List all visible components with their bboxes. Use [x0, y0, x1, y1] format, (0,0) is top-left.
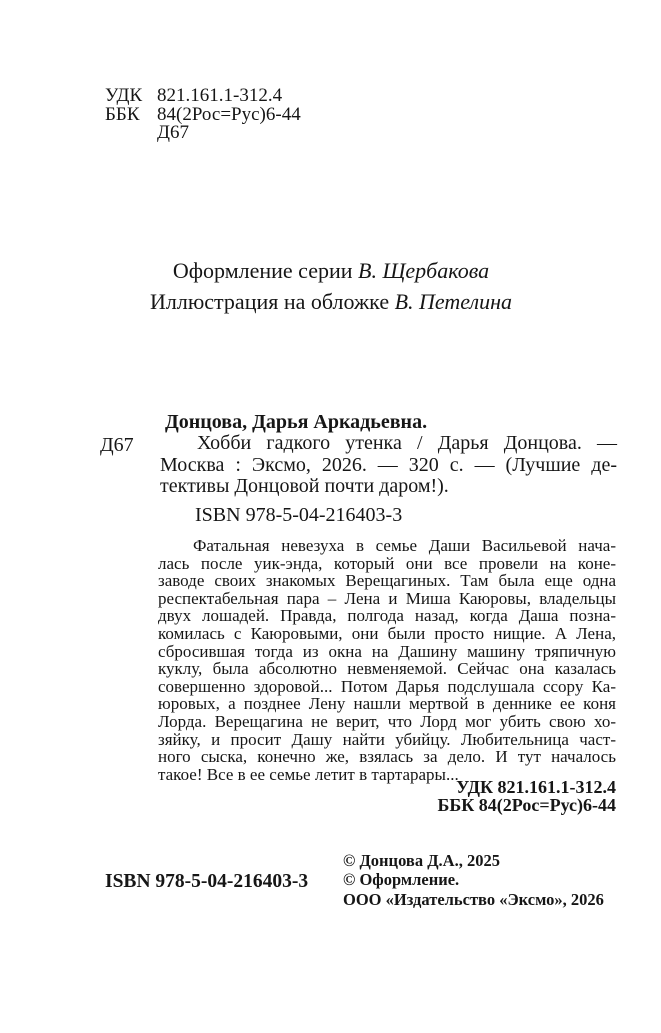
copyright-line: © Донцова Д.А., 2025	[343, 851, 500, 870]
annotation-line: сбросившая тогда из окна на Дашину машину тряпичную	[158, 641, 616, 661]
annotation-line: куклу, была абсолютно невменяемой. Сейчас она казалась	[158, 659, 616, 679]
author-sign-row	[105, 124, 301, 143]
annotation-line: Фатальная невезуха в семье Даши Васильевой нача-	[193, 536, 616, 555]
annotation-line: ного сыска, конечно же, взялась за дело. И тут началось	[158, 747, 616, 767]
udk-value: 821.161.1-312.4	[157, 85, 283, 106]
annotation-paragraph	[158, 537, 616, 783]
series-credits	[16, 256, 646, 317]
bbk-value: 84(2Рос=Рус)6-44	[157, 103, 301, 125]
annotation-line: зяйку, и просит Дашу найти убийцу. Любительница част-	[158, 729, 616, 749]
udk-label: УДК	[105, 85, 143, 106]
catalog-description-line: Москва : Эксмо, 2026. — 320 с. — (Лучшие де-	[160, 453, 617, 476]
copyright-line: © Оформление.	[343, 870, 460, 890]
catalog-description-line: тективы Донцовой почти даром!).	[160, 474, 449, 497]
series-designer-name: В. Щербакова	[358, 258, 490, 283]
series-design-credit: Оформление серии В. Щербакова	[172, 258, 490, 283]
bottom-codes-block	[158, 779, 616, 814]
bottom-udk: УДК 821.161.1-312.4	[456, 777, 616, 797]
annotation-line: Лорда. Верещагина не верит, что Лорд мог убить свою хо-	[158, 711, 616, 731]
catalog-entry	[160, 412, 617, 497]
catalog-description-line: Хобби гадкого утенка / Дарья Донцова. —	[197, 432, 617, 455]
catalog-author-sign: Д67	[100, 434, 134, 456]
cover-illustration-credit: Иллюстрация на обложке В. Петелина	[150, 288, 512, 314]
copyright-line: ООО «Издательство «Эксмо», 2026	[343, 889, 604, 909]
bottom-bbk: ББК 84(2Рос=Рус)6-44	[437, 794, 616, 815]
annotation-line: двух лошадей. Правда, полгода назад, когда Даша позна-	[158, 606, 616, 626]
bbk-row	[105, 103, 301, 125]
catalog-author-line: Донцова, Дарья Аркадьевна.	[165, 411, 428, 433]
annotation-line: респектабельная пара – Лена и Миша Каюровы, владельцы	[158, 588, 616, 608]
top-codes-block	[105, 87, 301, 143]
annotation-line: комилась с Каюровыми, они были просто нищие. А Лена,	[158, 623, 616, 643]
bbk-label: ББК	[105, 103, 140, 125]
isbn-catalog: ISBN 978-5-04-216403-3	[195, 504, 403, 526]
annotation-line: заводе своих знакомых Верещагиных. Там была еще одна	[158, 571, 616, 591]
udk-row	[105, 87, 301, 106]
author-sign: Д67	[157, 122, 189, 143]
catalog-description	[160, 433, 617, 497]
annotation-line: такое! Все в ее семье летит в тартарары...	[158, 764, 459, 784]
annotation-line: юровых, а позднее Лену нашли мертвой в деннике ее коня	[158, 694, 616, 714]
isbn-footer: ISBN 978-5-04-216403-3	[105, 871, 309, 892]
copyright-block	[343, 851, 604, 909]
annotation-line: лась после уик-энда, который они все провели на коне-	[158, 553, 616, 573]
cover-illustrator-name: В. Петелина	[394, 288, 512, 314]
annotation-line: совершенно здоровой... Потом Дарья подслушала ссору Ка-	[158, 676, 616, 696]
